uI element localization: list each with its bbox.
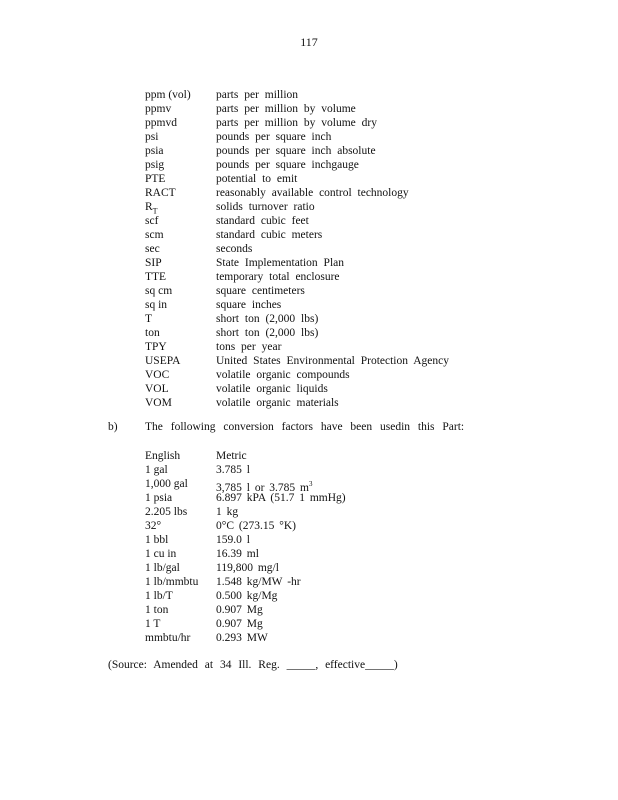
conversion-english: mmbtu/hr [145, 632, 191, 644]
abbreviation-definition: reasonably available control technology [216, 187, 409, 199]
conversion-english: 1 psia [145, 492, 173, 504]
abbreviation-term: sq cm [145, 285, 173, 297]
conversion-english: 1 lb/mmbtu [145, 576, 199, 588]
abbreviation-term-subscript: T [152, 206, 158, 216]
abbreviation-term: T [145, 313, 153, 325]
conversion-metric-main: 3,785 l or 3.785 m [216, 481, 309, 494]
conversion-metric: 6.897 kPA (51.7 1 mmHg) [216, 492, 346, 504]
abbreviation-definition: parts per million [216, 89, 299, 101]
conversion-english: 1 lb/T [145, 590, 173, 602]
abbreviation-definition: pounds per square inch [216, 131, 332, 143]
abbreviation-term: psia [145, 145, 164, 157]
conversion-english: 1,000 gal [145, 478, 188, 490]
conversion-english: 1 cu in [145, 548, 177, 560]
section-b-label: b) [108, 421, 118, 433]
conversion-metric: 159.0 l [216, 534, 250, 546]
abbreviation-definition: parts per million by volume dry [216, 117, 377, 129]
abbreviation-term: psig [145, 159, 165, 171]
conversion-english: 1 T [145, 618, 161, 630]
conversion-metric: 0.293 MW [216, 632, 268, 644]
abbreviation-definition: short ton (2,000 lbs) [216, 327, 319, 339]
conversion-metric: 1.548 kg/MW -hr [216, 576, 301, 588]
abbreviation-definition: pounds per square inchgauge [216, 159, 359, 171]
abbreviation-definition: solids turnover ratio [216, 201, 315, 213]
abbreviation-term: sq in [145, 299, 168, 311]
abbreviation-definition: volatile organic materials [216, 397, 339, 409]
abbreviation-definition: temporary total enclosure [216, 271, 340, 283]
abbreviation-term: ppm (vol) [145, 89, 191, 101]
abbreviation-term: scf [145, 215, 159, 227]
abbreviation-definition: State Implementation Plan [216, 257, 345, 269]
abbreviation-term: VOM [145, 397, 172, 409]
conversion-english: 1 lb/gal [145, 562, 180, 574]
conversion-metric: 119,800 mg/l [216, 562, 279, 574]
conversion-metric: 0.907 Mg [216, 604, 263, 616]
abbreviation-term: VOL [145, 383, 169, 395]
abbreviation-term: SIP [145, 257, 162, 269]
abbreviation-term: ppmvd [145, 117, 177, 129]
abbreviation-definition: pounds per square inch absolute [216, 145, 376, 157]
header-english: English [145, 450, 181, 462]
abbreviation-term: psi [145, 131, 159, 143]
conversion-metric: 1 kg [216, 506, 239, 518]
abbreviation-term: ton [145, 327, 160, 339]
abbreviation-term: ppmv [145, 103, 172, 115]
abbreviation-term: PTE [145, 173, 166, 185]
abbreviation-definition: tons per year [216, 341, 282, 353]
abbreviation-term: sec [145, 243, 160, 255]
abbreviation-definition: square centimeters [216, 285, 305, 297]
conversion-metric: 0°C (273.15 °K) [216, 520, 296, 532]
source-note: (Source: Amended at 34 Ill. Reg. _____, effective_____) [108, 659, 398, 671]
conversion-english: 32° [145, 520, 162, 532]
abbreviation-definition: standard cubic meters [216, 229, 323, 241]
abbreviation-term: TPY [145, 341, 167, 353]
conversion-english: 1 ton [145, 604, 169, 616]
abbreviation-definition: short ton (2,000 lbs) [216, 313, 319, 325]
conversion-metric: 0.500 kg/Mg [216, 590, 278, 602]
section-b-text: The following conversion factors have been usedin this Part: [145, 421, 465, 433]
conversion-metric: 3.785 l [216, 464, 250, 476]
abbreviation-term: USEPA [145, 355, 181, 367]
abbreviation-definition: volatile organic liquids [216, 383, 328, 395]
abbreviation-term-main: R [145, 201, 153, 213]
abbreviation-term: TTE [145, 271, 167, 283]
conversion-metric-superscript: 3 [308, 480, 313, 488]
abbreviation-definition: potential to emit [216, 173, 298, 185]
conversion-metric: 0.907 Mg [216, 618, 263, 630]
abbreviation-definition: seconds [216, 243, 253, 255]
abbreviation-definition: parts per million by volume [216, 103, 356, 115]
conversion-english: 1 bbl [145, 534, 169, 546]
conversion-english: 1 gal [145, 464, 168, 476]
conversion-metric: 16.39 ml [216, 548, 259, 560]
abbreviation-definition: standard cubic feet [216, 215, 309, 227]
abbreviation-term: scm [145, 229, 164, 241]
abbreviation-term: RACT [145, 187, 176, 199]
page-number: 117 [300, 35, 318, 49]
abbreviation-term: VOC [145, 369, 170, 381]
header-metric: Metric [216, 450, 247, 462]
abbreviation-definition: United States Environmental Protection Agency [216, 355, 450, 367]
abbreviation-definition: volatile organic compounds [216, 369, 350, 381]
abbreviation-definition: square inches [216, 299, 282, 311]
conversion-english: 2.205 lbs [145, 506, 188, 518]
